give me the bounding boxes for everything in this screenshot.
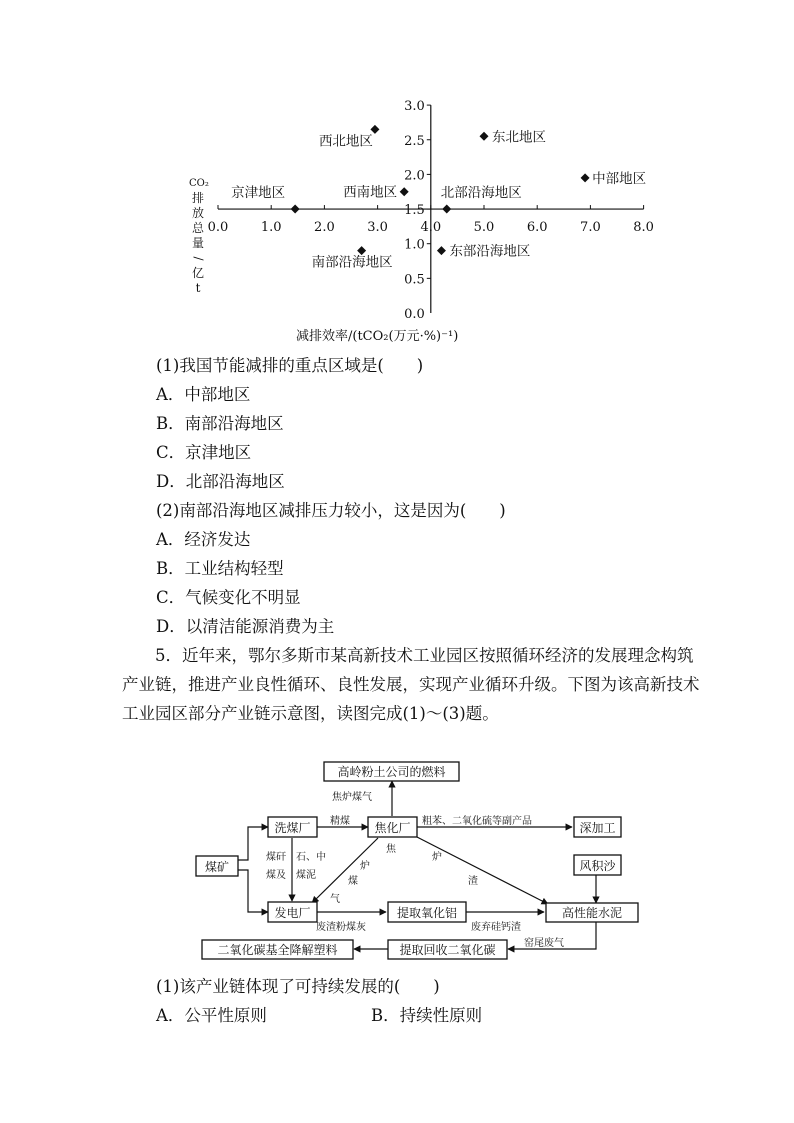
data-point-label: 北部沿海地区 (440, 185, 522, 202)
x-tick-label: 0.0 (207, 220, 229, 236)
node-meikuang (196, 856, 238, 876)
q4-1-option-d: D．北部沿海地区 (156, 472, 285, 491)
y-tick-label: 3.0 (404, 99, 425, 115)
node-ximei (268, 817, 317, 837)
edge-label-jiaoluzha-1: 炉 (432, 852, 442, 863)
node-huishou-label: 提取回收二氧化碳 (399, 943, 496, 957)
q4-1-option-b: B．南部沿海地区 (156, 414, 284, 433)
data-point-label: 西北地区 (318, 133, 373, 150)
node-suliao (202, 940, 353, 959)
x-tick-label: 2.0 (314, 220, 335, 236)
node-shenjiagong (574, 817, 621, 837)
node-gaoling (324, 762, 459, 781)
edge-jiaohua-shuini-slag (415, 836, 548, 904)
edge-label-jingmei: 精煤 (330, 816, 350, 827)
q4-1-option-a: A．中部地区 (156, 385, 251, 404)
edge-label-jiaolumeiqi-1: 炉 (360, 861, 370, 872)
q5-1-option-b: B．持续性原则 (371, 1006, 483, 1025)
industry-chain-diagram (190, 758, 650, 964)
data-point-label: 京津地区 (231, 185, 286, 202)
node-shuini-label: 高性能水泥 (561, 906, 623, 920)
edge-label-feizha: 废渣粉煤灰 (316, 922, 366, 933)
y-tick-label: 0.0 (404, 307, 425, 322)
chart-y-axis-label (189, 176, 207, 296)
edge-label-shizhong-2: 煤泥 (296, 870, 316, 881)
q4-1-stem: (1)我国节能减排的重点区域是( ) (156, 356, 424, 375)
y-label-char: 放 (191, 206, 204, 220)
edge-meikuang-ximei (230, 827, 268, 860)
edge-label-meigan-2: 煤及 (266, 870, 286, 881)
y-label-char: 亿 (191, 266, 204, 280)
q4-2-option-a: A．经济发达 (156, 530, 251, 549)
q4-2-option-c: C．气候变化不明显 (156, 588, 301, 607)
node-gaoling-label: 高岭粉土公司的燃料 (337, 765, 446, 779)
data-point-label: 西南地区 (343, 184, 398, 201)
data-point-label: 中部地区 (592, 170, 647, 187)
q4-2-option-d: D．以清洁能源消费为主 (156, 617, 335, 636)
q5-1-stem: (1)该产业链体现了可持续发展的( ) (156, 977, 440, 996)
data-point-marker (442, 205, 451, 214)
edge-label-jiaolu-meiqi: 焦炉煤气 (332, 792, 372, 803)
y-tick-label: 1.0 (404, 237, 425, 253)
node-fadian-label: 发电厂 (274, 906, 311, 920)
node-ximei-label: 洗煤厂 (274, 821, 311, 835)
chart-x-axis-label: 减排效率/(tCO₂(万元·%)⁻¹) (296, 329, 459, 344)
edge-label-meigan-1: 煤矸 (266, 852, 286, 863)
x-tick-label: 3.0 (367, 220, 388, 236)
q4-2-option-b: B．工业结构轻型 (156, 559, 284, 578)
node-meikuang-label: 煤矿 (204, 860, 230, 874)
node-fadian (268, 902, 317, 922)
edge-label-yaowei: 窑尾废气 (524, 938, 564, 949)
y-label-char: 量 (191, 236, 204, 250)
node-suliao-label: 二氧化碳基全降解塑料 (217, 943, 338, 957)
x-tick-label: 6.0 (526, 220, 548, 236)
x-tick-label: 7.0 (580, 220, 601, 236)
chart-points (231, 125, 646, 271)
y-tick-label: 2.5 (404, 133, 425, 149)
x-tick-label: 8.0 (633, 220, 654, 236)
node-fengjisha (574, 855, 621, 875)
q4-1-option-c: C．京津地区 (156, 443, 252, 462)
y-label-char: t (195, 281, 201, 295)
edge-label-fuchanpin: 粗苯、二氧化硫等副产品 (422, 816, 532, 827)
data-point-marker (291, 205, 300, 214)
x-tick-label: 5.0 (473, 220, 495, 236)
data-point-marker (400, 187, 409, 196)
edge-label-jiaolumeiqi-3: 气 (330, 894, 340, 905)
edge-label-feiqi-guigai: 废弃硅钙渣 (471, 922, 521, 933)
scatter-chart (180, 95, 660, 347)
data-point-marker (437, 246, 446, 255)
y-tick-label: 0.5 (404, 272, 425, 288)
data-point-label: 南部沿海地区 (311, 254, 393, 271)
edge-label-shizhong-1: 石、中 (296, 852, 326, 863)
q4-2-stem: (2)南部沿海地区减排压力较小，这是因为( ) (156, 501, 506, 520)
q5-1-option-a: A．公平性原则 (156, 1006, 267, 1025)
x-tick-label: 4.0 (420, 220, 442, 236)
y-tick-label: 1.5 (404, 203, 425, 219)
edge-label-jiaoluzha-2: 渣 (468, 876, 478, 887)
y-label-char: 总 (191, 221, 204, 235)
data-point-marker (581, 173, 590, 182)
node-shenjiagong-label: 深加工 (579, 821, 616, 835)
y-tick-label: 2.0 (404, 168, 425, 184)
x-tick-label: 1.0 (260, 220, 282, 236)
node-fengjisha-label: 风积沙 (579, 859, 616, 873)
y-label-char: 排 (191, 191, 204, 205)
edge-label-jiaolumeiqi-2: 煤 (348, 876, 358, 887)
q5-intro: 5．近年来，鄂尔多斯市某高新技术工业园区按照循环经济的发展理念构筑产业链，推进产业良性循环、良性发展，实现产业循环升级。下图为该高新技术工业园区部分产业链示意图，读图完成(1)～(3)题。 (122, 646, 700, 723)
y-label-char: CO₂ (189, 178, 209, 189)
node-jiaohua-label: 焦化厂 (374, 821, 411, 835)
edge-label-jiaolumeiqi-0: 焦 (386, 844, 396, 855)
data-point-label: 东北地区 (492, 129, 546, 146)
node-jiaohua (368, 817, 417, 837)
data-point-marker (480, 132, 489, 141)
node-huishou (388, 940, 507, 959)
node-yanghualv (388, 902, 466, 922)
node-shuini (546, 903, 638, 922)
y-label-char: / (191, 256, 206, 261)
data-point-label: 东部沿海地区 (449, 243, 531, 260)
node-yanghualv-label: 提取氧化铝 (396, 906, 458, 920)
